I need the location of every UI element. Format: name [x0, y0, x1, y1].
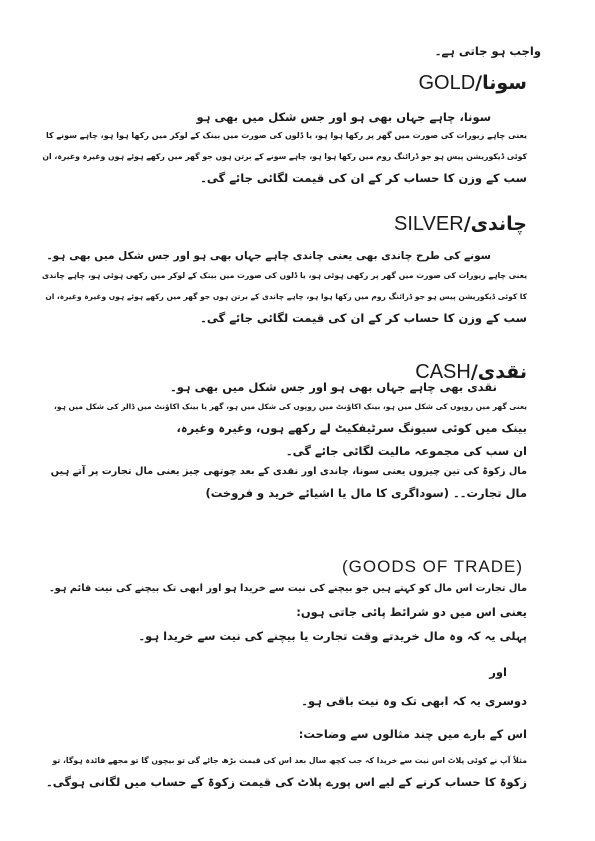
gold-heading-english: GOLD: [418, 72, 476, 94]
gold-line-4: سب کے وزن کا حساب کر کے ان کی قیمت لگائی جائے گی۔: [200, 171, 527, 185]
silver-heading: چاندی/SILVER: [394, 213, 527, 235]
goods-heading: (GOODS OF TRADE): [342, 557, 523, 576]
cash-heading-english: CASH: [415, 361, 471, 383]
goods-line-2: یعنی اس میں دو شرائط پائی جاتی ہوں:: [296, 605, 527, 619]
goods-line-8: زکوۃ کا حساب کرنے کے لیے اس پورے پلاٹ کی قیمت زکوۃ کے حساب میں لگانی ہوگی۔: [46, 775, 527, 789]
cash-heading-urdu: نقدی: [477, 361, 527, 383]
cash-line-4: ان سب کی مجموعہ مالیت لگائی جائے گی۔: [285, 444, 527, 458]
silver-heading-english: SILVER: [394, 213, 464, 235]
gold-line-1: سونا، چاہے جہاں بھی ہو اور جس شکل میں بھی ہو: [196, 110, 491, 124]
cash-heading: نقدی/CASH: [415, 361, 527, 383]
silver-line-1: سونے کی طرح چاندی بھی یعنی چاندی چاہے جہاں بھی ہو اور جس شکل میں بھی ہو۔: [46, 250, 491, 262]
goods-line-5: دوسری یہ کہ ابھی تک وہ نیت باقی ہو۔: [301, 694, 527, 708]
gold-line-3: کوئی ڈیکوریشن پیس ہو جو ڈرائنگ روم میں رکھا ہوا ہو، چاہے سونے کے برتن ہوں جو گھر میں رکھے ہوئے ہوں وغیرہ وغیرہ، ان: [42, 152, 527, 161]
goods-line-7: مثلاً آپ نے کوئی پلاٹ اس نیت سے خریدا کہ جب کچھ سال بعد اس کی قیمت بڑھ جائے گی تو بیچوں گا تو مجھے فائدہ ہوگا، تو: [52, 756, 527, 765]
goods-line-1: مال تجارت اس مال کو کہتے ہیں جو بیچنے کی نیت سے خریدا ہو اور ابھی تک بیچنے کی نیت قائم ہو۔: [48, 583, 527, 594]
gold-heading-urdu: سونا: [482, 72, 527, 94]
goods-line-4: اور: [489, 665, 507, 679]
silver-heading-urdu: چاندی: [470, 213, 527, 235]
silver-line-4: سب کے وزن کا حساب کر کے ان کی قیمت لگائی جائے گی۔: [200, 311, 527, 325]
cash-line-3: بینک میں کوئی سیونگ سرٹیفکیٹ لے رکھے ہوں، وغیرہ وغیرہ،: [176, 421, 527, 435]
cash-line-1: نقدی بھی چاہے جہاں بھی ہو اور جس شکل میں بھی ہو۔: [169, 380, 497, 394]
cash-line-6: مال تجارت۔۔ (سوداگری کا مال یا اشیائے خرید و فروخت): [205, 486, 527, 500]
silver-line-3: کا کوئی ڈیکوریشن پیس ہو جو ڈرائنگ روم میں رکھا ہوا ہو، چاہے چاندی کے برتن ہوں جو گھر میں رکھے ہوئے ہوں وغیرہ وغیرہ، ان: [45, 292, 527, 301]
cash-line-2: یعنی گھر میں روپوں کی شکل میں ہو، بینک اکاؤنٹ میں روپوں کی شکل میں ہو، گھر یا بینک اکاؤنٹ میں ڈالر کی شکل میں ہو،: [53, 402, 527, 411]
cash-line-5: مال زکوۃ کی تین چیزوں یعنی سونا، چاندی اور نقدی کے بعد چوتھی چیز یعنی مال تجارت پر آتے ہیں: [50, 466, 527, 477]
goods-line-3: پہلی یہ کہ وہ مال خریدتے وقت تجارت یا بیچنے کی نیت سے خریدا ہو۔: [138, 629, 527, 643]
goods-line-6: اس کے بارے میں چند مثالوں سے وضاحت:: [298, 727, 527, 741]
gold-heading: سونا/GOLD: [418, 72, 527, 94]
gold-line-2: یعنی چاہے زیورات کی صورت میں گھر پر رکھا ہوا ہو، یا ڈلوں کی صورت میں بینک کے لوکر میں رکھا ہوا ہو، چاہے سونے کا: [45, 131, 527, 140]
silver-line-2: یعنی چاہے زیورات کی صورت میں گھر پر رکھی ہوئی ہو، یا ڈلوں کی صورت میں بینک کے لوکر میں رکھی ہوئی ہو، چاہے چاندی: [41, 271, 527, 280]
intro-text: واجب ہو جاتی ہے۔: [434, 44, 541, 58]
